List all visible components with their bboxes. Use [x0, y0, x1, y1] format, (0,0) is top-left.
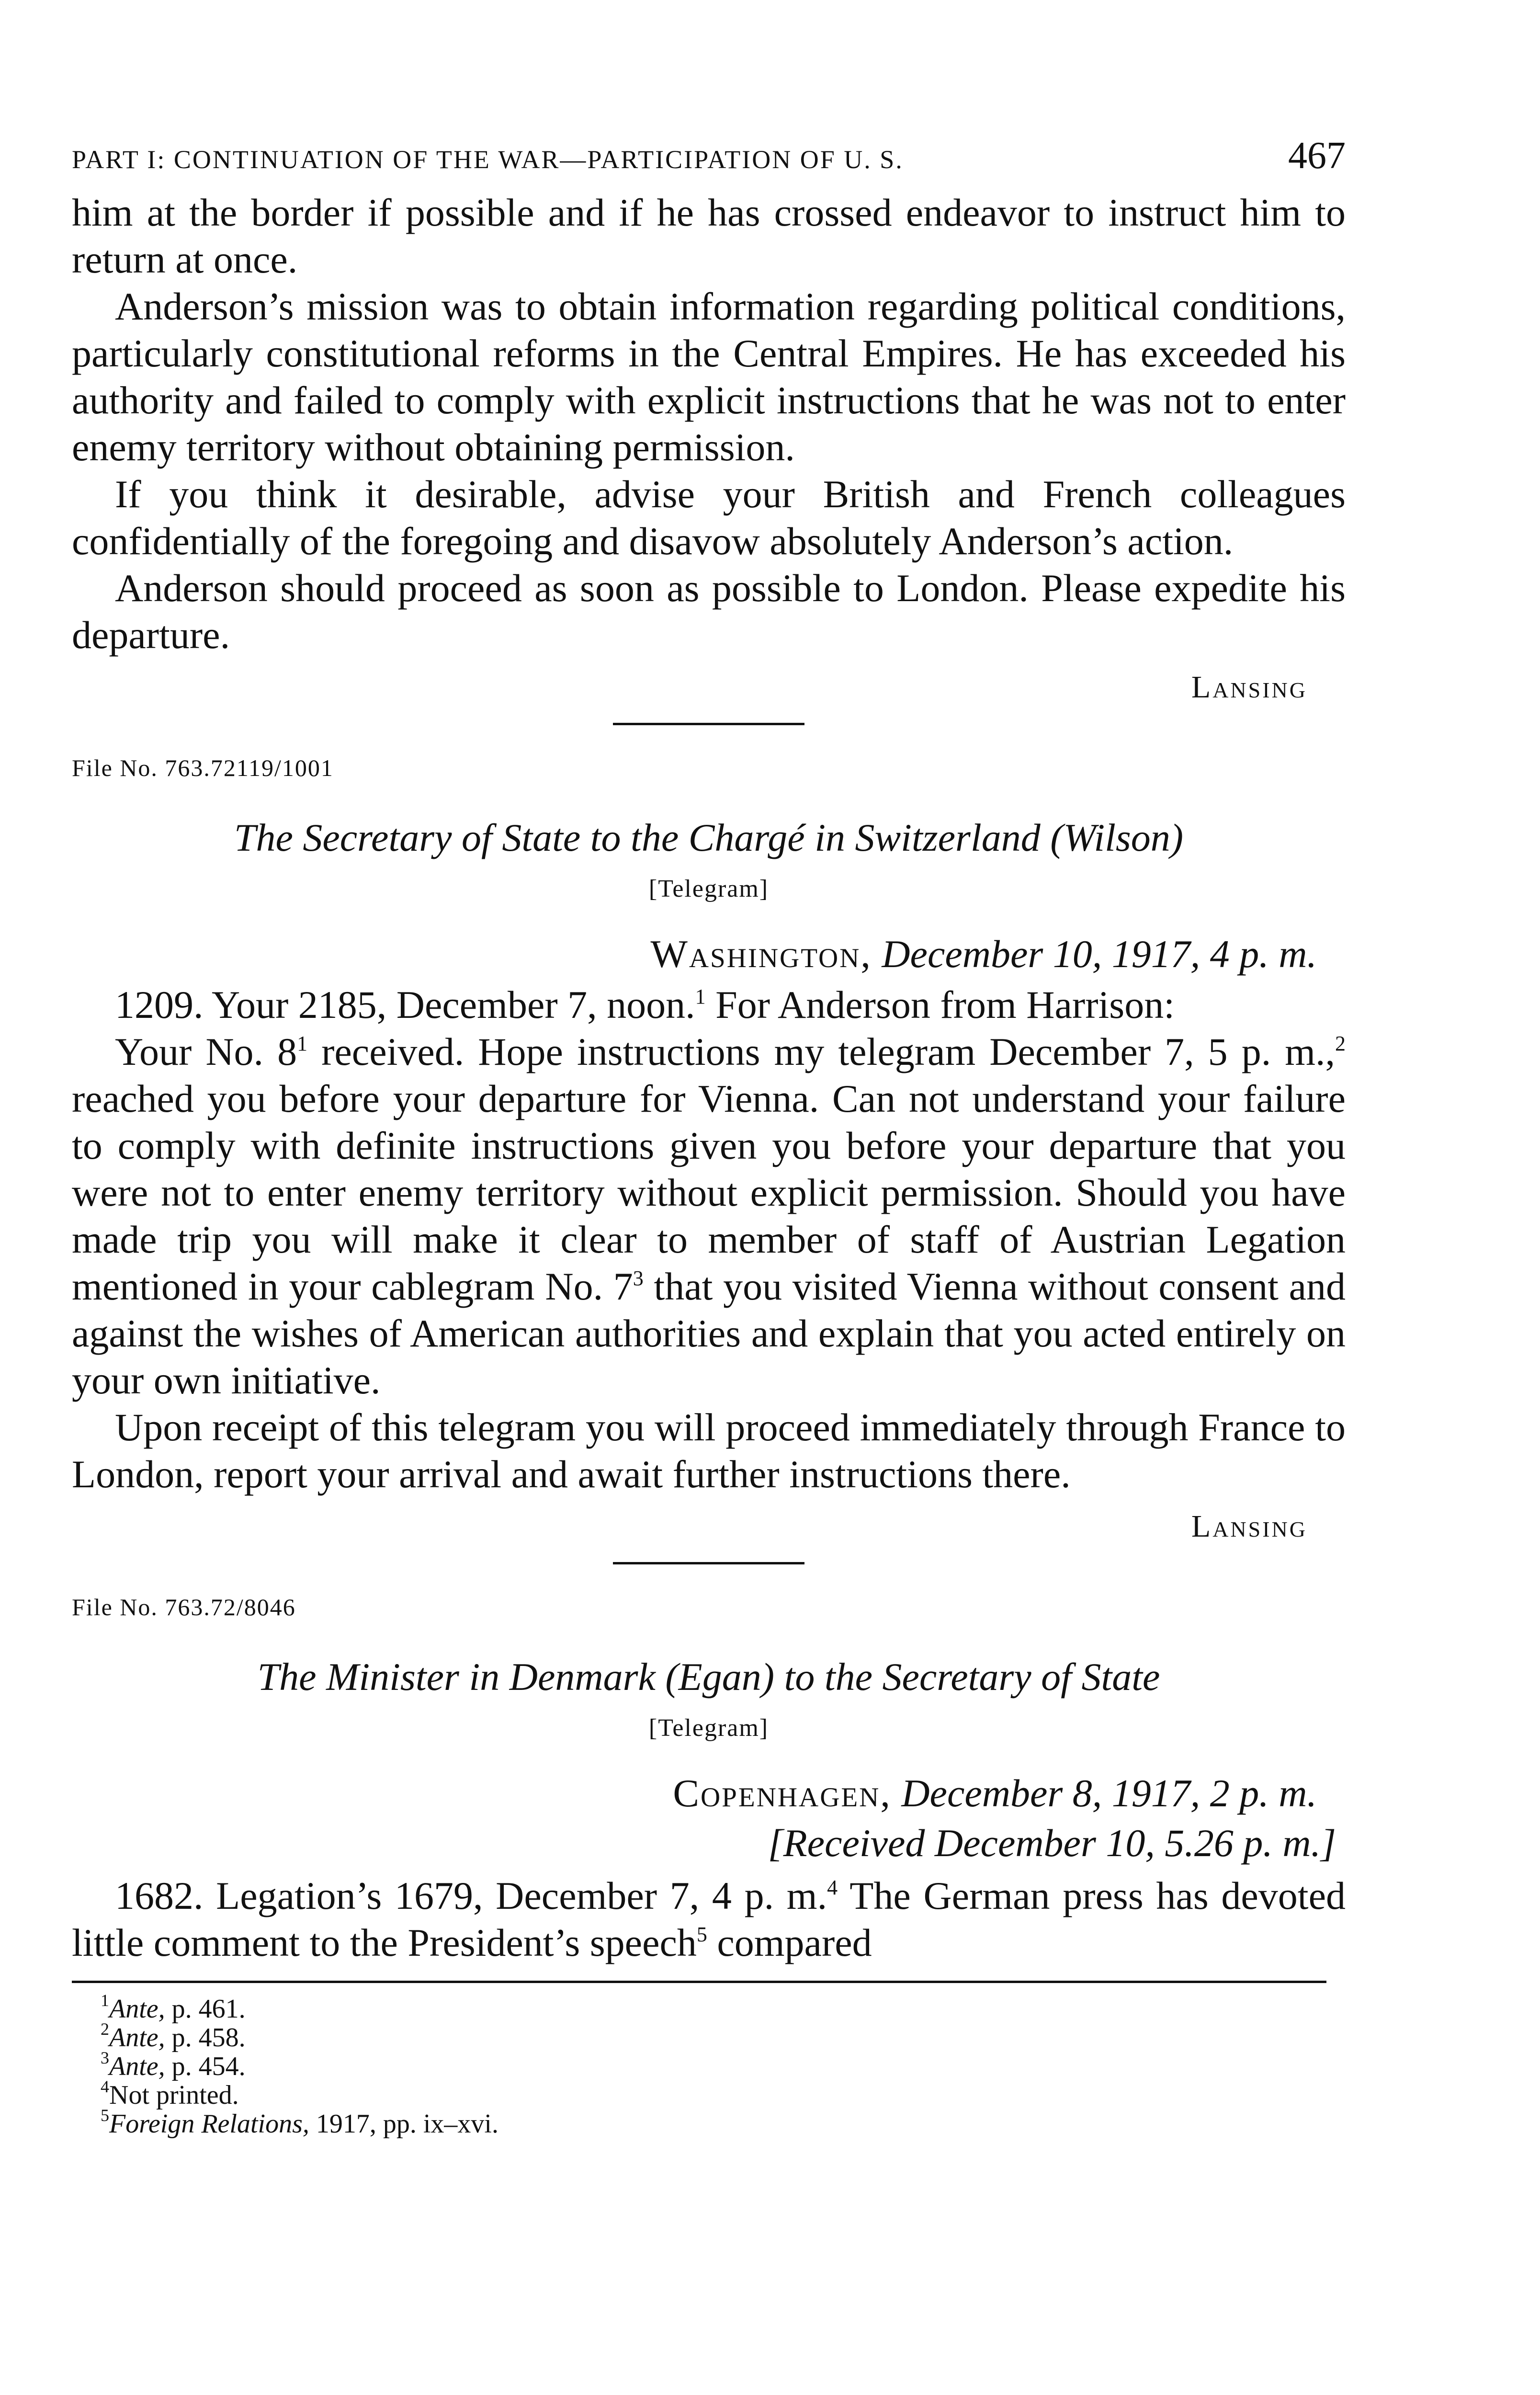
- footnote: [101, 2019, 1346, 2053]
- footnote-italic: Foreign Relations,: [109, 2109, 309, 2139]
- footnote-mark: 1: [101, 1991, 109, 2010]
- text-run: reached you before your departure for Vienna. Can not understand your failure to comply with definite instructions given you before your departure that you were not to enter enemy territory without explicit permission. Should you have made trip you will make it clear to member of staff of Austrian Legation mentioned in your cablegram No. 7: [72, 1077, 1346, 1308]
- document-page: [72, 134, 1346, 2138]
- text-run: Your No. 8: [115, 1030, 297, 1073]
- footnote-ref: 3: [633, 1266, 644, 1290]
- received-note: [Received December 10, 5.26 p. m.]: [768, 1821, 1336, 1865]
- footnote: [101, 2077, 1346, 2110]
- dateline-date: December 8, 1917, 2 p. m.: [901, 1771, 1317, 1815]
- footnote-mark: 4: [101, 2077, 109, 2096]
- footnote-ref: 1: [695, 985, 706, 1008]
- text-run: that you visited Vienna without consent and against the wishes of American authorities and explain that you acted entirely on your own initiative.: [72, 1265, 1346, 1402]
- dateline: [72, 1771, 1317, 1816]
- footnote-ref: 4: [827, 1876, 838, 1899]
- paragraph: [72, 1872, 1346, 1966]
- footnote-mark: 5: [101, 2106, 109, 2125]
- paragraph: [72, 1028, 1346, 1404]
- document-title: The Minister in Denmark (Egan) to the Secretary of State: [257, 1655, 1160, 1699]
- paragraph: If you think it desirable, advise your British and French colleagues confidentially of the foregoing and disavow absolutely Anderson’s action.: [72, 472, 1346, 563]
- document-type-label: [Telegram]: [648, 1714, 769, 1742]
- footnote-mark: 3: [101, 2048, 109, 2067]
- footnote-text: Not printed.: [109, 2080, 239, 2110]
- footnote-ref: 5: [696, 1923, 707, 1946]
- footnote-text: p. 458.: [165, 2023, 246, 2053]
- section-divider: [613, 1562, 804, 1564]
- footnote-italic: Ante,: [109, 2023, 165, 2053]
- file-number: File No. 763.72119/1001: [72, 754, 334, 781]
- signature: Lansing: [1191, 670, 1307, 705]
- signature: Lansing: [1191, 1509, 1307, 1544]
- running-title: PART I: CONTINUATION OF THE WAR—PARTICIPATION OF U. S.: [72, 145, 904, 174]
- footnote-ref: 1: [297, 1032, 308, 1055]
- document-title: The Secretary of State to the Chargé in Switzerland (Wilson): [234, 816, 1184, 859]
- footnote-italic: Ante,: [109, 2052, 165, 2081]
- document-type-label: [Telegram]: [648, 875, 769, 902]
- section-telegram-denmark: [72, 1593, 1346, 1966]
- text-run: 1209. Your 2185, December 7, noon.: [115, 983, 695, 1026]
- text-run: For Anderson from Harrison:: [705, 983, 1175, 1026]
- paragraph: Anderson’s mission was to obtain information regarding political conditions, particularly constitutional reforms in the Central Empires. He has exceeded his authority and failed to comply with explicit instructions that he was not to enter enemy territory without obtaining permission.: [72, 285, 1346, 469]
- dateline-date: December 10, 1917, 4 p. m.: [882, 932, 1317, 976]
- text-run: received. Hope instructions my telegram December 7, 5 p. m.,: [307, 1030, 1335, 1073]
- footnote-text: p. 454.: [165, 2052, 246, 2081]
- footnote-divider: [72, 1981, 1326, 1983]
- text-run: 1682. Legation’s 1679, December 7, 4 p. m.: [115, 1874, 827, 1917]
- footnotes: [101, 1991, 1346, 2139]
- section-telegram-switzerland: [72, 754, 1346, 1545]
- footnote: [101, 2106, 1346, 2139]
- paragraph: Anderson should proceed as soon as possible to London. Please expedite his departure.: [72, 566, 1346, 657]
- dateline-place: Copenhagen,: [673, 1771, 892, 1815]
- text-run: The German press has devoted little comment to the President’s speech: [72, 1874, 1346, 1964]
- footnote-italic: Ante,: [109, 1994, 165, 2024]
- dateline: [72, 932, 1317, 977]
- file-number: File No. 763.72/8046: [72, 1594, 296, 1620]
- footnote-ref: 2: [1335, 1032, 1346, 1055]
- footnote-mark: 2: [101, 2019, 109, 2039]
- paragraph: him at the border if possible and if he has crossed endeavor to instruct him to return at once.: [72, 191, 1346, 281]
- section-divider: [613, 723, 804, 725]
- paragraph: Upon receipt of this telegram you will proceed immediately through France to London, report your arrival and await further instructions there.: [72, 1405, 1346, 1496]
- dateline-place: Washington,: [650, 932, 872, 976]
- footnote: [101, 1991, 1346, 2024]
- section-continuation: [72, 189, 1346, 706]
- paragraph: [72, 981, 1346, 1028]
- footnote-text: 1917, pp. ix–xvi.: [309, 2109, 498, 2139]
- footnote-text: p. 461.: [165, 1994, 246, 2024]
- footnote: [101, 2048, 1346, 2081]
- page-number: 467: [1288, 135, 1346, 177]
- running-header: [72, 134, 1346, 178]
- text-run: compared: [707, 1921, 872, 1964]
